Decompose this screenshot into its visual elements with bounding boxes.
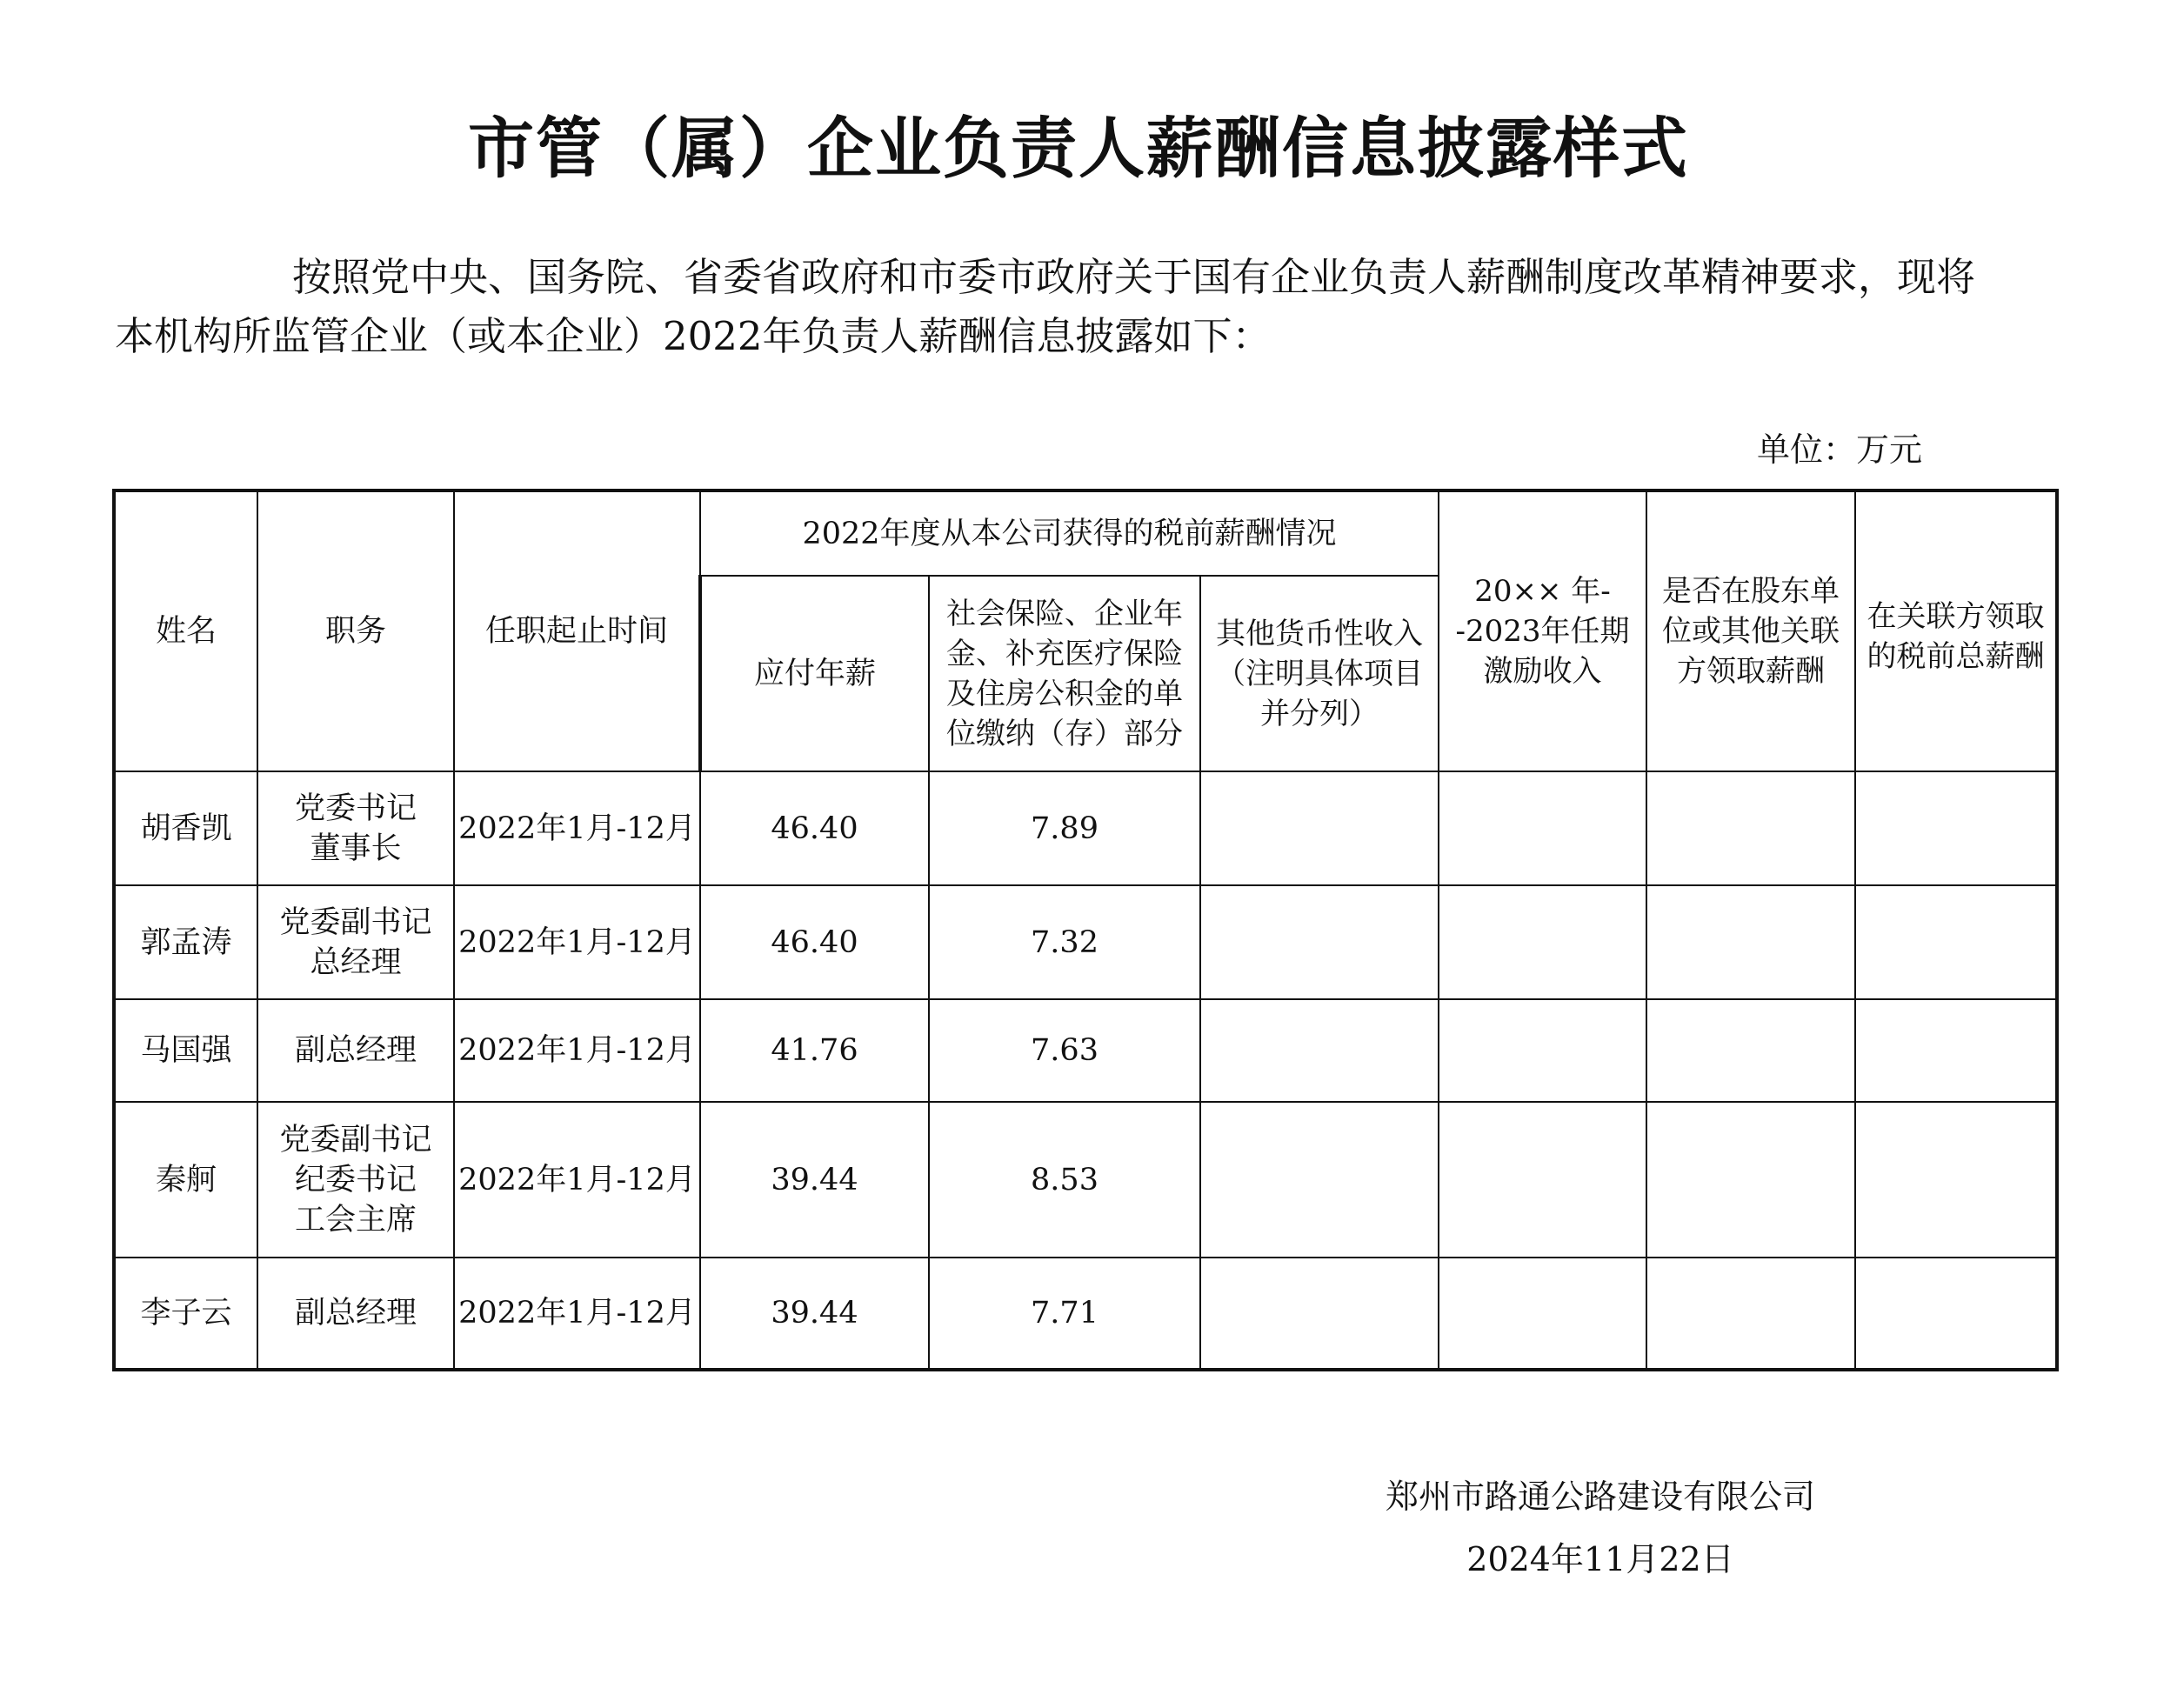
cell-term: 2022年1月-12月 <box>454 1102 700 1258</box>
cell-social: 8.53 <box>929 1102 1200 1258</box>
cell-related <box>1855 999 2057 1102</box>
company-name: 郑州市路通公路建设有限公司 <box>1385 1478 1815 1516</box>
cell-position <box>257 1258 454 1370</box>
position-line: 总经理 <box>310 944 402 980</box>
cell-position <box>257 999 454 1102</box>
cell-salary: 39.44 <box>700 1102 929 1258</box>
cell-other <box>1200 771 1439 885</box>
cell-salary: 39.44 <box>700 1258 929 1370</box>
header-related: 在关联方领取的税前总薪酬 <box>1855 490 2057 771</box>
cell-related <box>1855 1102 2057 1258</box>
cell-incentive <box>1439 999 1646 1102</box>
cell-other <box>1200 999 1439 1102</box>
table-row <box>114 1102 2057 1258</box>
position-line: 党委副书记 <box>279 904 432 940</box>
header-incentive: 20×× 年--2023年任期激励收入 <box>1439 490 1646 771</box>
table-row <box>114 1258 2057 1370</box>
cell-incentive <box>1439 1102 1646 1258</box>
cell-salary: 41.76 <box>700 999 929 1102</box>
header-row-1 <box>114 490 2057 576</box>
position-line: 党委副书记 <box>279 1122 432 1158</box>
cell-shareholder <box>1646 771 1855 885</box>
position-line: 工会主席 <box>294 1202 417 1238</box>
intro-paragraph: 按照党中央、国务院、省委省政府和市委市政府关于国有企业负责人薪酬制度改革精神要求，现将本机构所监管企业（或本企业）2022年负责人薪酬信息披露如下： <box>115 254 1976 359</box>
cell-term: 2022年1月-12月 <box>454 885 700 999</box>
cell-social: 7.89 <box>929 771 1200 885</box>
cell-incentive <box>1439 885 1646 999</box>
cell-shareholder <box>1646 999 1855 1102</box>
header-social: 社会保险、企业年金、补充医疗保险及住房公积金的单位缴纳（存）部分 <box>929 576 1200 771</box>
table-row <box>114 885 2057 999</box>
header-term: 任职起止时间 <box>454 490 700 771</box>
cell-salary: 46.40 <box>700 771 929 885</box>
cell-related <box>1855 885 2057 999</box>
position-line: 党委书记 <box>294 791 417 826</box>
cell-term: 2022年1月-12月 <box>454 999 700 1102</box>
cell-other <box>1200 1102 1439 1258</box>
position-line: 纪委书记 <box>294 1162 417 1198</box>
header-position: 职务 <box>257 490 454 771</box>
header-other: 其他货币性收入（注明具体项目并分列） <box>1200 576 1439 771</box>
cell-term: 2022年1月-12月 <box>454 771 700 885</box>
cell-shareholder <box>1646 885 1855 999</box>
cell-name: 胡香凯 <box>114 771 257 885</box>
header-shareholder: 是否在股东单位或其他关联方领取薪酬 <box>1646 490 1855 771</box>
salary-table <box>112 489 2059 1371</box>
position-line: 副总经理 <box>294 1296 417 1331</box>
cell-other <box>1200 1258 1439 1370</box>
cell-social: 7.71 <box>929 1258 1200 1370</box>
table-row <box>114 771 2057 885</box>
cell-term: 2022年1月-12月 <box>454 1258 700 1370</box>
cell-position <box>257 1102 454 1258</box>
cell-position <box>257 771 454 885</box>
cell-related <box>1855 1258 2057 1370</box>
table-row <box>114 999 2057 1102</box>
cell-social: 7.63 <box>929 999 1200 1102</box>
cell-shareholder <box>1646 1102 1855 1258</box>
cell-position <box>257 885 454 999</box>
signature-date: 2024年11月22日 <box>1466 1540 1734 1578</box>
header-salary: 应付年薪 <box>700 576 929 771</box>
cell-name: 李子云 <box>114 1258 257 1370</box>
page-title: 市管（属）企业负责人薪酬信息披露样式 <box>468 110 1689 187</box>
cell-related <box>1855 771 2057 885</box>
position-line: 董事长 <box>310 831 402 866</box>
header-salary-group: 2022年度从本公司获得的税前薪酬情况 <box>700 490 1439 576</box>
cell-incentive <box>1439 771 1646 885</box>
cell-incentive <box>1439 1258 1646 1370</box>
position-line: 副总经理 <box>294 1033 417 1068</box>
cell-social: 7.32 <box>929 885 1200 999</box>
cell-name: 郭孟涛 <box>114 885 257 999</box>
cell-shareholder <box>1646 1258 1855 1370</box>
cell-other <box>1200 885 1439 999</box>
header-name: 姓名 <box>114 490 257 771</box>
cell-name: 马国强 <box>114 999 257 1102</box>
unit-label: 单位：万元 <box>1757 430 1923 469</box>
cell-name: 秦舸 <box>114 1102 257 1258</box>
cell-salary: 46.40 <box>700 885 929 999</box>
